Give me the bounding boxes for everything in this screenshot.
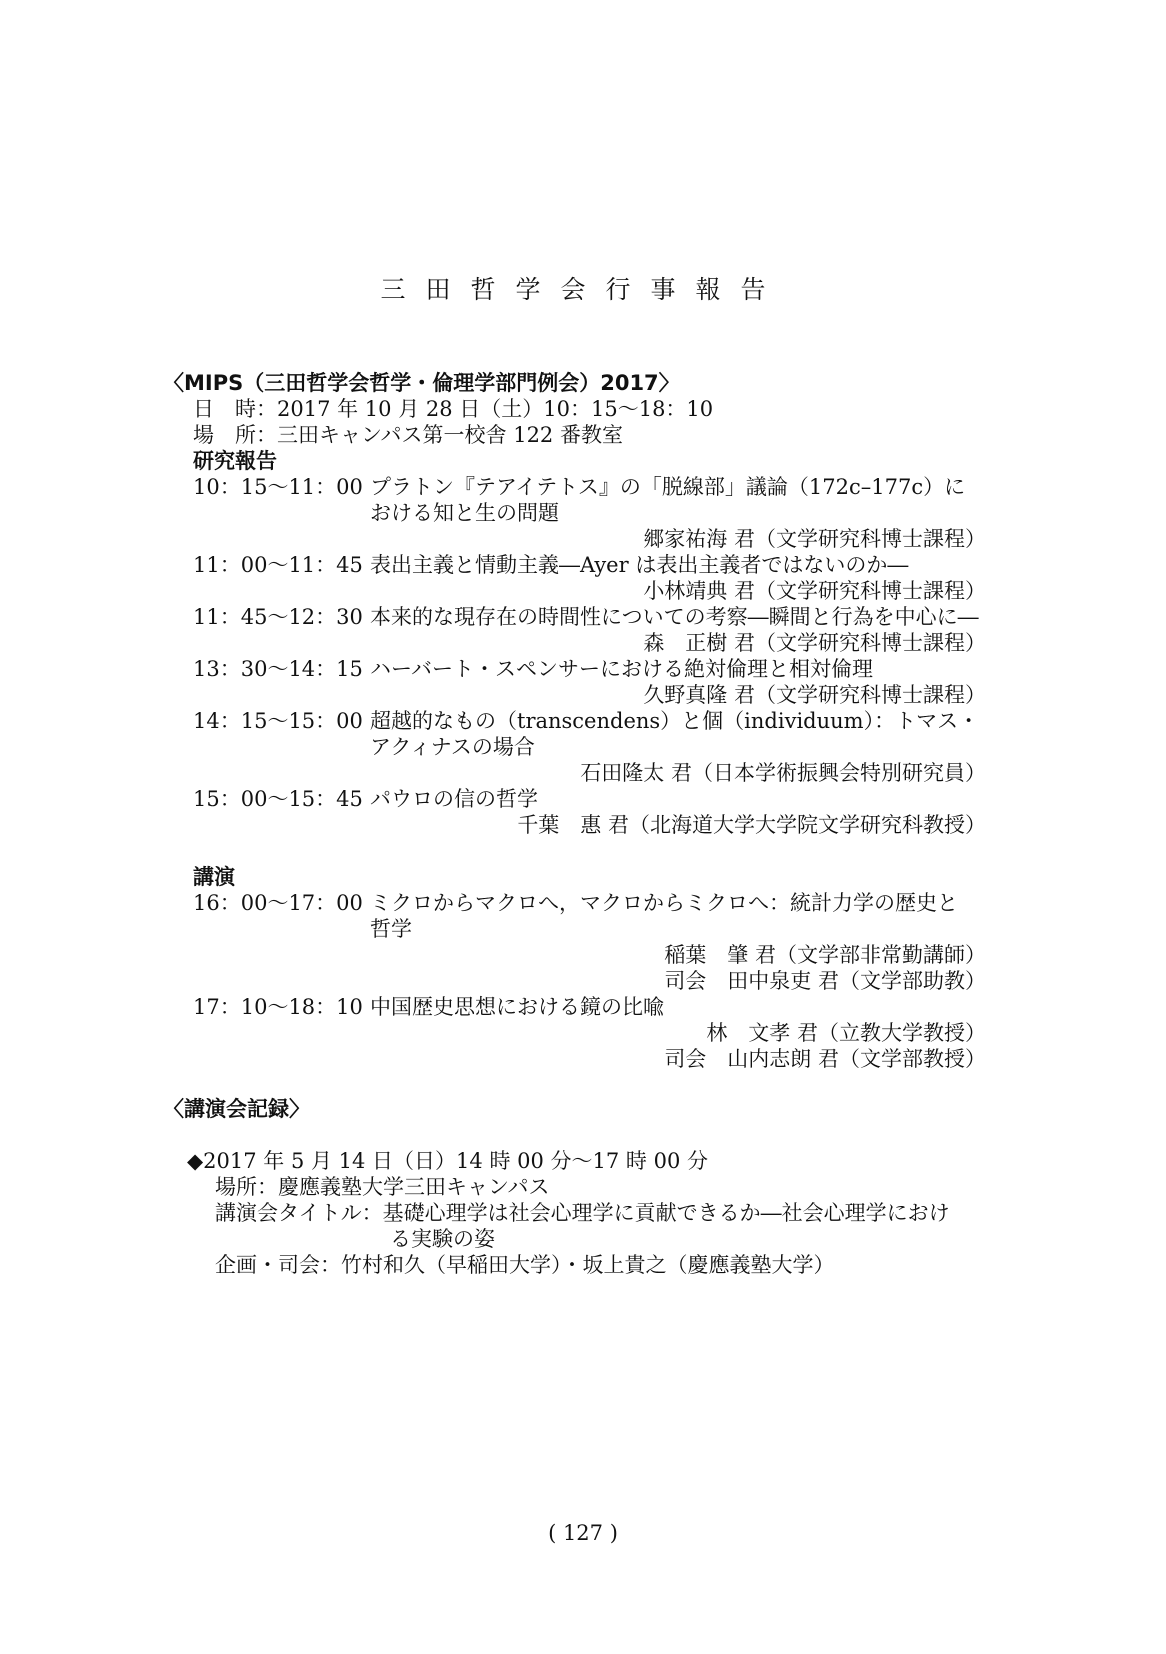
page-title: 三田哲学会行事報告 — [380, 275, 786, 304]
lecture-record-organizer: 企画・司会：竹村和久（早稲田大学）・坂上貴之（慶應義塾大学） — [215, 1253, 835, 1277]
research-title: 表出主義と情動主義―Ayer は表出主義者ではないのか― — [370, 553, 909, 577]
research-time: 15：00〜15：45 — [193, 787, 363, 811]
page-number: ( 127 ) — [548, 1521, 618, 1545]
research-time: 14：15〜15：00 — [193, 709, 363, 733]
lecture-heading: 講演 — [193, 865, 235, 889]
lecture-title: 中国歴史思想における鏡の比喩 — [370, 995, 664, 1019]
research-title: 本来的な現存在の時間性についての考察―瞬間と行為を中心に― — [370, 605, 979, 629]
research-title: おける知と生の問題 — [370, 501, 559, 525]
mips-date-line: 日 時：2017 年 10 月 28 日（土）10：15〜18：10 — [193, 397, 714, 421]
research-presenter: 郷家祐海 君（文学研究科博士課程） — [643, 527, 986, 551]
research-title: 超越的なもの（transcendens）と個（individuum）：トマス・ — [370, 709, 980, 733]
lecture-title: ミクロからマクロへ，マクロからミクロへ：統計力学の歴史と — [370, 891, 958, 915]
research-title: パウロの信の哲学 — [370, 787, 538, 811]
research-presenter: 久野真隆 君（文学研究科博士課程） — [643, 683, 986, 707]
research-time: 10：15〜11：00 — [193, 475, 363, 499]
research-title: プラトン『テアイテトス』の「脱線部」議論（172c–177c）に — [370, 475, 966, 499]
lecture-record-title: 講演会タイトル：基礎心理学は社会心理学に貢献できるか―社会心理学におけ — [215, 1201, 950, 1225]
lecture-title: 哲学 — [370, 917, 412, 941]
lecture-record-date: ◆2017 年 5 月 14 日（日）14 時 00 分〜17 時 00 分 — [187, 1149, 708, 1173]
lecture-presenter: 稲葉 肇 君（文学部非常勤講師） — [664, 943, 986, 967]
research-presenter: 石田隆太 君（日本学術振興会特別研究員） — [580, 761, 986, 785]
mips-place-line: 場 所：三田キャンパス第一校舎 122 番教室 — [193, 423, 623, 447]
mips-section-header: 〈MIPS（三田哲学会哲学・倫理学部門例会）2017〉 — [163, 371, 680, 395]
research-time: 13：30〜14：15 — [193, 657, 363, 681]
research-presenter: 小林靖典 君（文学研究科博士課程） — [643, 579, 986, 603]
research-heading: 研究報告 — [193, 449, 277, 473]
lecture-record-place: 場所：慶應義塾大学三田キャンパス — [215, 1175, 550, 1199]
research-time: 11：00〜11：45 — [193, 553, 363, 577]
lecture-time: 17：10〜18：10 — [193, 995, 363, 1019]
research-presenter: 森 正樹 君（文学研究科博士課程） — [643, 631, 986, 655]
lecture-chair: 司会 田中泉吏 君（文学部助教） — [664, 969, 986, 993]
research-title: ハーバート・スペンサーにおける絶対倫理と相対倫理 — [370, 657, 873, 681]
lecture-record-header: 〈講演会記録〉 — [163, 1097, 310, 1121]
research-time: 11：45〜12：30 — [193, 605, 363, 629]
research-presenter: 千葉 惠 君（北海道大学大学院文学研究科教授） — [517, 813, 986, 837]
lecture-chair: 司会 山内志朗 君（文学部教授） — [664, 1047, 986, 1071]
lecture-presenter: 林 文孝 君（立教大学教授） — [706, 1021, 986, 1045]
lecture-time: 16：00〜17：00 — [193, 891, 363, 915]
lecture-record-title-cont: る実験の姿 — [390, 1227, 495, 1251]
research-title: アクィナスの場合 — [370, 735, 535, 759]
